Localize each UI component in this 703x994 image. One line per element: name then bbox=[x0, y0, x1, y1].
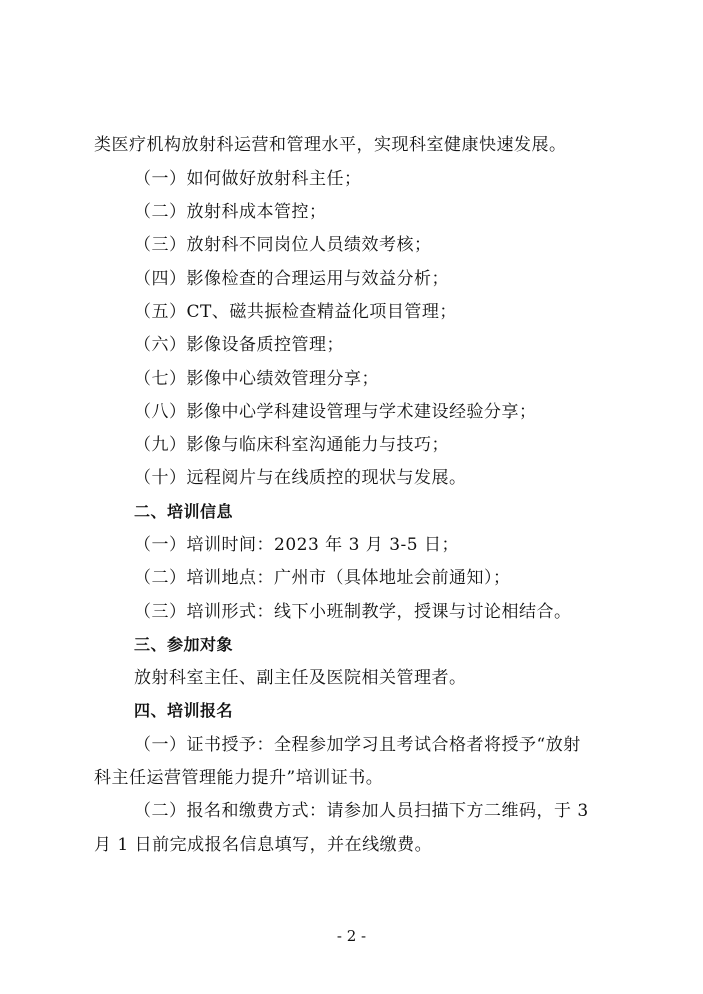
topic-item-4: （四）影像检查的合理运用与效益分析； bbox=[134, 269, 449, 289]
topic-item-10: （十）远程阅片与在线质控的现状与发展。 bbox=[134, 468, 467, 488]
intro-line: 类医疗机构放射科运营和管理水平，实现科室健康快速发展。 bbox=[94, 135, 567, 155]
section-heading-registration: 四、培训报名 bbox=[134, 701, 234, 720]
topic-item-8: （八）影像中心学科建设管理与学术建设经验分享； bbox=[134, 402, 537, 422]
training-location: （二）培训地点：广州市（具体地址会前通知）； bbox=[134, 568, 511, 588]
participants-text: 放射科室主任、副主任及医院相关管理者。 bbox=[134, 668, 467, 688]
section-heading-training-info: 二、培训信息 bbox=[134, 502, 234, 521]
section-heading-participants: 三、参加对象 bbox=[134, 635, 234, 654]
training-format: （三）培训形式：线下小班制教学，授课与讨论相结合。 bbox=[134, 602, 572, 622]
topic-item-3: （三）放射科不同岗位人员绩效考核； bbox=[134, 235, 432, 255]
topic-item-5: （五）CT、磁共振检查精益化项目管理； bbox=[134, 302, 457, 322]
training-time: （一）培训时间：2023 年 3 月 3-5 日； bbox=[134, 535, 459, 555]
topic-item-2: （二）放射科成本管控； bbox=[134, 202, 327, 222]
topic-item-1: （一）如何做好放射科主任； bbox=[134, 169, 362, 189]
topic-item-6: （六）影像设备质控管理； bbox=[134, 335, 344, 355]
topic-item-7: （七）影像中心绩效管理分享； bbox=[134, 369, 379, 389]
registration-line-2: 月 1 日前完成报名信息填写，并在线缴费。 bbox=[94, 835, 433, 855]
topic-item-9: （九）影像与临床科室沟通能力与技巧； bbox=[134, 435, 449, 455]
certificate-line-1: （一）证书授予：全程参加学习且考试合格者将授予“放射 bbox=[134, 735, 581, 755]
page-number: - 2 - bbox=[336, 927, 367, 945]
registration-line-1: （二）报名和缴费方式：请参加人员扫描下方二维码，于 3 bbox=[134, 801, 589, 821]
certificate-line-2: 科主任运营管理能力提升”培训证书。 bbox=[94, 768, 384, 788]
